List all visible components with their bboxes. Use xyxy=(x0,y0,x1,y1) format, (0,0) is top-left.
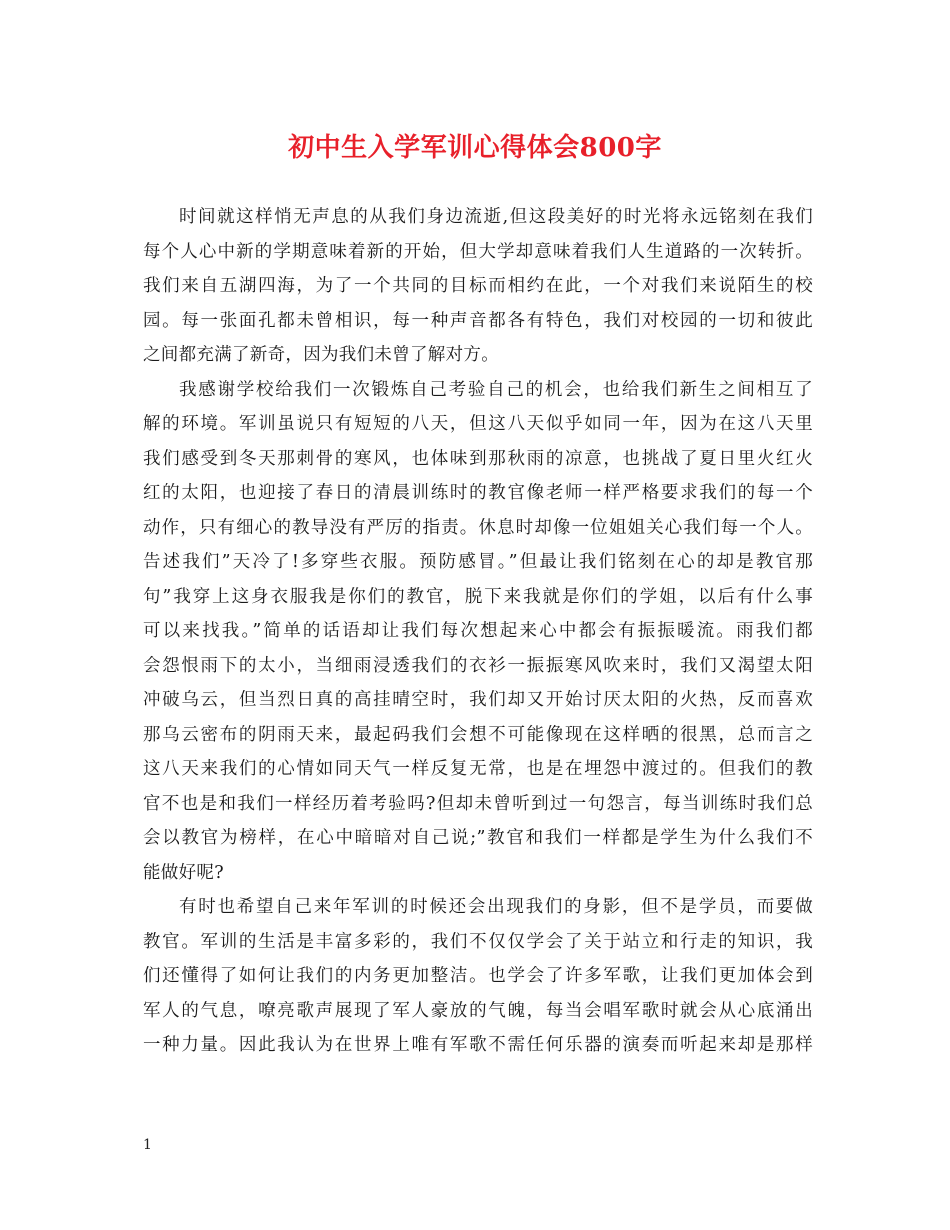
body-line: 冲破乌云，但当烈日真的高挂晴空时，我们却又开始讨厌太阳的火热，反而喜欢 xyxy=(143,690,813,710)
body-line: 会怨恨雨下的太小，当细雨浸透我们的衣衫一振振寒风吹来时，我们又渴望太阳 xyxy=(143,655,813,676)
body-line: 我们感受到冬天那刺骨的寒风，也体味到那秋雨的凉意，也挑战了夏日里火红火 xyxy=(143,448,813,469)
body-line: 会以教官为榜样，在心中暗暗对自己说;”教官和我们一样都是学生为什么我们不 xyxy=(143,828,813,848)
body-line: 一种力量。因此我认为在世界上唯有军歌不需任何乐器的演奏而听起来却是那样 xyxy=(143,1035,813,1055)
body-line: 时间就这样悄无声息的从我们身边流逝,但这段美好的时光将永远铭刻在我们 xyxy=(179,207,813,227)
body-line: 官不也是和我们一样经历着考验吗?但却未曾听到过一句怨言，每当训练时我们总 xyxy=(143,793,813,814)
body-line: 们还懂得了如何让我们的内务更加整洁。也学会了许多军歌，让我们更加体会到 xyxy=(143,966,813,986)
body-line: 每个人心中新的学期意味着新的开始，但大学却意味着我们人生道路的一次转折。 xyxy=(143,241,813,262)
document-body xyxy=(143,200,813,1063)
body-line: 这八天来我们的心情如同天气一样反复无常，也是在埋怨中渡过的。但我们的教 xyxy=(143,759,813,779)
body-line: 能做好呢? xyxy=(143,862,224,883)
body-line: 可以来找我。”简单的话语却让我们每次想起来心中都会有振振暖流。雨我们都 xyxy=(143,621,813,641)
body-line: 解的环境。军训虽说只有短短的八天，但这八天似乎如同一年，因为在这八天里 xyxy=(143,414,813,434)
body-line: 教官。军训的生活是丰富多彩的，我们不仅仅学会了关于站立和行走的知识，我 xyxy=(143,931,813,952)
body-line: 军人的气息，嘹亮歌声展现了军人豪放的气魄，每当会唱军歌时就会从心底涌出 xyxy=(143,1000,813,1021)
body-line: 告述我们”天冷了!多穿些衣服。预防感冒。”但最让我们铭刻在心的却是教官那 xyxy=(143,552,813,572)
body-line: 那乌云密布的阴雨天来，最起码我们会想不可能像现在这样晒的很黑，总而言之 xyxy=(143,724,813,745)
body-line: 之间都充满了新奇，因为我们未曾了解对方。 xyxy=(143,345,499,365)
body-line: 动作，只有细心的教导没有严厉的指责。休息时却像一位姐姐关心我们每一个人。 xyxy=(143,517,813,538)
body-line: 有时也希望自己来年军训的时候还会出现我们的身影，但不是学员，而要做 xyxy=(179,897,813,917)
body-line: 我们来自五湖四海，为了一个共同的目标而相约在此，一个对我们来说陌生的校 xyxy=(143,276,813,296)
document-title: 初中生入学军训心得体会800字 xyxy=(288,133,662,163)
page-number: 1 xyxy=(143,1137,152,1153)
body-line: 红的太阳，也迎接了春日的清晨训练时的教官像老师一样严格要求我们的每一个 xyxy=(143,483,813,503)
body-line: 句”我穿上这身衣服我是你们的教官，脱下来我就是你们的学姐，以后有什么事 xyxy=(143,586,813,607)
body-line: 我感谢学校给我们一次锻炼自己考验自己的机会，也给我们新生之间相互了 xyxy=(179,379,813,400)
body-line: 园。每一张面孔都未曾相识，每一种声音都各有特色，我们对校园的一切和彼此 xyxy=(143,310,813,331)
